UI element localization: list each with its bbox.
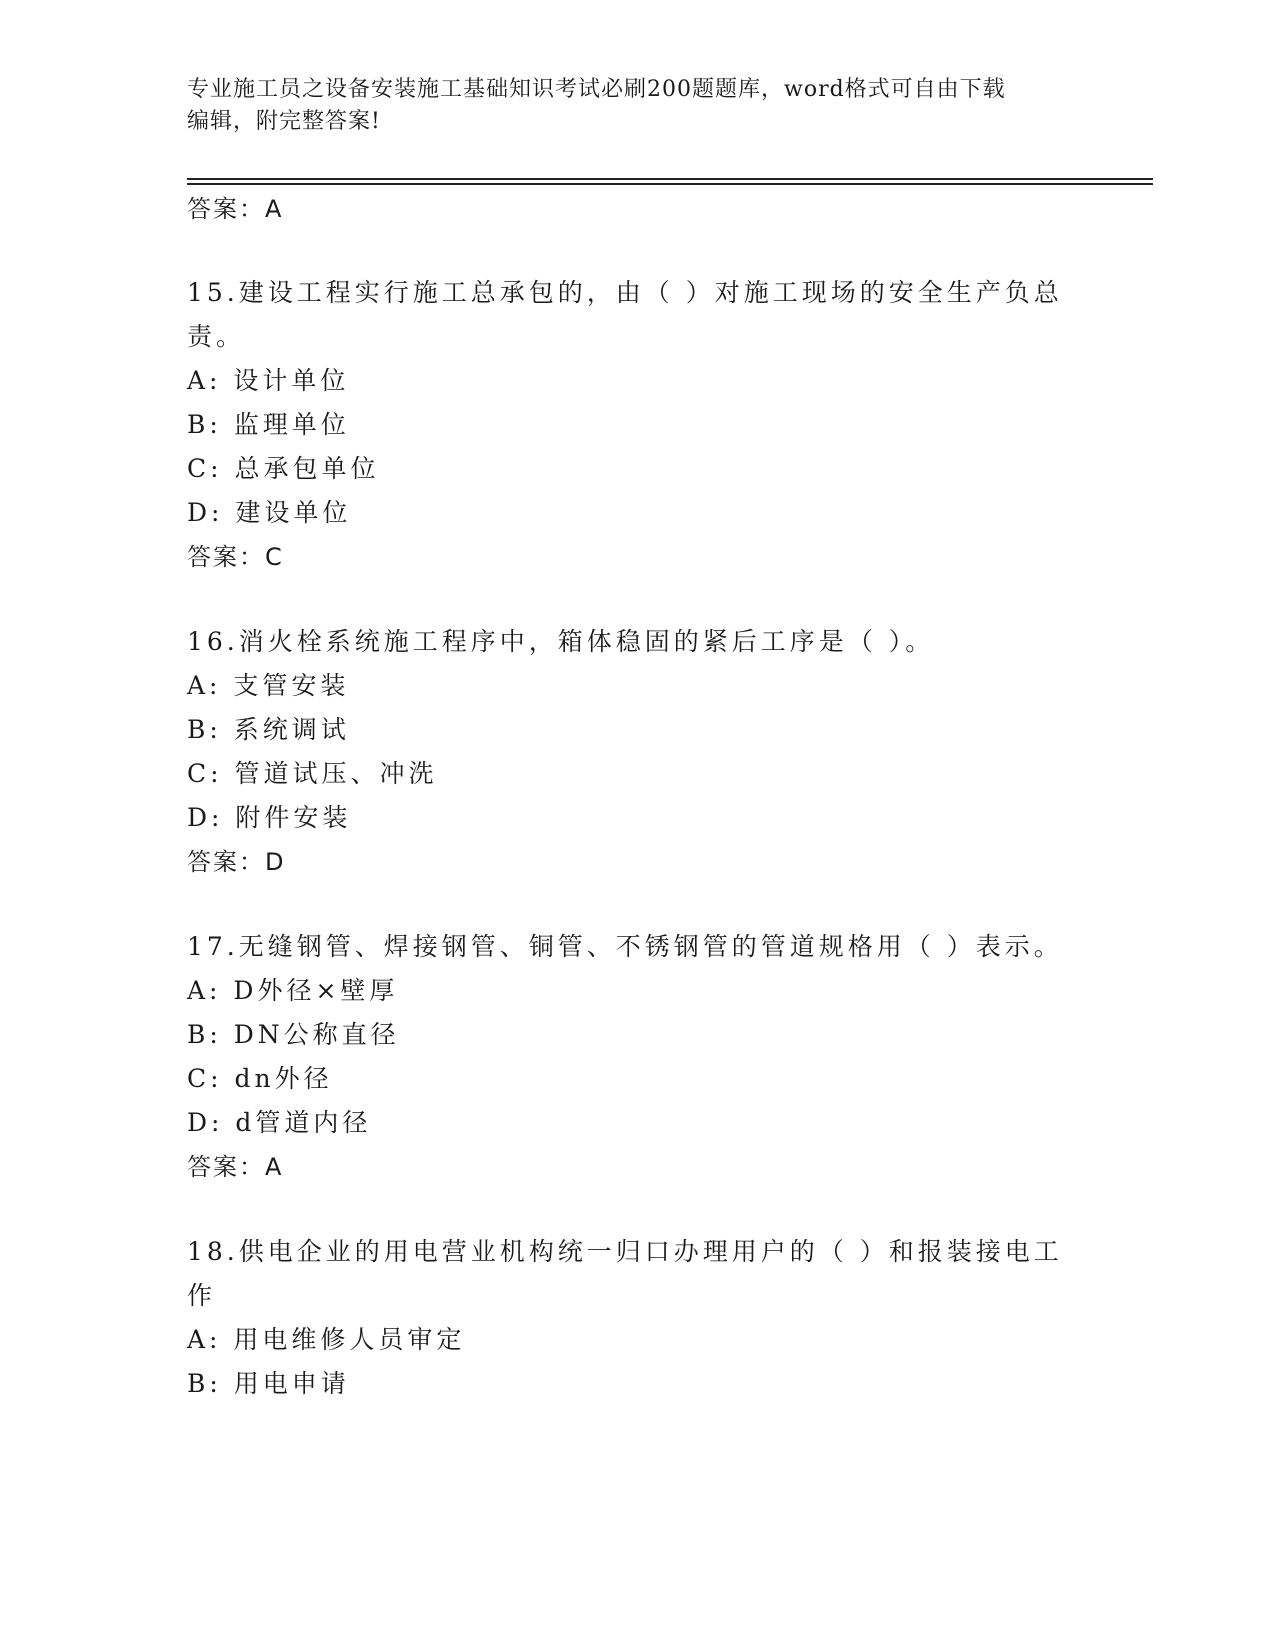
question-17-option-a: A: D外径×壁厚 — [187, 976, 399, 1005]
question-18-option-a: A: 用电维修人员审定 — [187, 1325, 466, 1354]
question-16-option-b: B: 系统调试 — [187, 715, 350, 744]
header-divider-top — [187, 178, 1153, 180]
answer-14: 答案：A — [187, 195, 284, 223]
document-header — [187, 74, 1067, 138]
question-16-stem-line-1: 16.消火栓系统施工程序中，箱体稳固的紧后工序是（ ）。 — [187, 627, 935, 656]
header-title-line-2: 编辑，附完整答案! — [187, 109, 381, 134]
question-18-option-b: B: 用电申请 — [187, 1369, 350, 1398]
question-17-option-b: B: DN公称直径 — [187, 1020, 400, 1049]
question-15-option-a: A: 设计单位 — [187, 366, 350, 395]
question-16-option-a: A: 支管安装 — [187, 671, 350, 700]
question-17-stem-line-1: 17.无缝钢管、焊接钢管、铜管、不锈钢管的管道规格用（ ）表示。 — [187, 932, 1063, 961]
question-16-option-d: D: 附件安装 — [187, 803, 352, 832]
question-15-option-b: B: 监理单位 — [187, 410, 350, 439]
question-16-option-c: C: 管道试压、冲洗 — [187, 759, 438, 788]
header-divider-bottom — [187, 183, 1153, 185]
answer-15: 答案：C — [187, 543, 284, 571]
question-15-option-d: D: 建设单位 — [187, 498, 352, 527]
answer-17: 答案：A — [187, 1153, 284, 1181]
header-title-line-1: 专业施工员之设备安装施工基础知识考试必刷200题题库，word格式可自由下载 — [187, 77, 1006, 102]
answer-16: 答案：D — [187, 848, 286, 876]
question-15-stem-line-2: 责。 — [187, 322, 246, 351]
question-18-stem-line-1: 18.供电企业的用电营业机构统一归口办理用户的（ ）和报装接电工 — [187, 1237, 1063, 1266]
question-15-option-c: C: 总承包单位 — [187, 454, 380, 483]
question-18-stem-line-2: 作 — [187, 1281, 217, 1310]
question-17-option-c: C: dn外径 — [187, 1064, 333, 1093]
question-15-stem-line-1: 15.建设工程实行施工总承包的，由（ ）对施工现场的安全生产负总 — [187, 278, 1063, 307]
question-17-option-d: D: d管道内径 — [187, 1108, 372, 1137]
